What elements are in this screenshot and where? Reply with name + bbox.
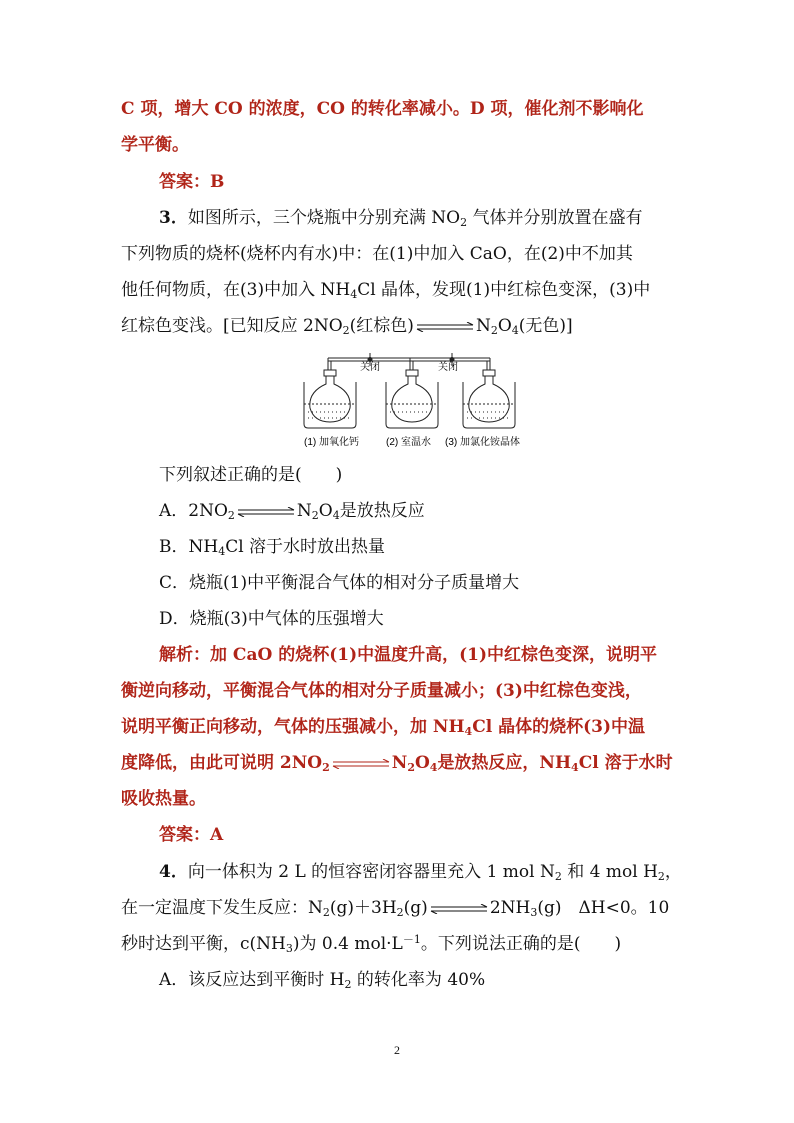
figure-caption: (3) 加氯化铵晶体: [445, 437, 520, 448]
analysis-line: 解析：加 CaO 的烧杯(1)中温度升高，(1)中红棕色变深，说明平: [159, 645, 658, 665]
beaker-1: [304, 370, 356, 428]
beaker-2: [386, 370, 438, 428]
analysis-line: 度降低，由此可说明 $2NO_2$ $N_2O_4$是放热反应，$NH_4Cl$ 溶于水时: [121, 753, 673, 774]
question-4-line: 在一定温度下发生反应：$N_2(g)+3H_2(g)$ $2NH_3(g)$ ΔH<0。10: [121, 898, 670, 919]
equilibrium-arrow-icon: [415, 322, 475, 332]
answer-line: 答案：A: [159, 825, 224, 845]
option-d: D．烧瓶(3)中气体的压强增大: [159, 609, 384, 629]
question-4-line: 4．向一体积为 2 L 的恒容密闭容器里充入 1 mol $N_2$ 和 4 mol $H_2$，: [159, 862, 682, 883]
figure-caption: (1) 加氧化钙: [304, 437, 359, 448]
option-a: A．$2NO_2$ $N_2O_4$是放热反应: [159, 501, 425, 522]
equilibrium-arrow-icon: [429, 904, 489, 914]
page-number: 2: [394, 1043, 400, 1057]
analysis-line: 说明平衡正向移动，气体的压强减小，加 $NH_4Cl$ 晶体的烧杯(3)中温: [121, 717, 646, 738]
equilibrium-arrow-icon: [331, 759, 391, 769]
answer-line: 答案：B: [159, 172, 225, 192]
option-c: C．烧瓶(1)中平衡混合气体的相对分子质量增大: [159, 573, 520, 593]
connecting-tube: [328, 358, 490, 370]
analysis-continuation-line: 学平衡。: [121, 135, 189, 155]
question-stem: 下列叙述正确的是( ): [159, 465, 343, 485]
valve-label: 关闭: [360, 362, 380, 373]
valve-label: 关闭: [438, 362, 458, 373]
analysis-line: 衡逆向移动，平衡混合气体的相对分子质量减小；(3)中红棕色变浅，: [121, 681, 642, 701]
apparatus-figure: [300, 352, 530, 452]
analysis-continuation-line: C 项，增大 CO 的浓度，CO 的转化率减小。D 项，催化剂不影响化: [121, 99, 644, 119]
option-a: A．该反应达到平衡时 $H_2$ 的转化率为 40%: [159, 970, 486, 991]
question-3-line: 他任何物质，在(3)中加入 $NH_4Cl$ 晶体，发现(1)中红棕色变深，(3)中: [121, 280, 651, 301]
question-4-line: 秒时达到平衡，$c(NH_3)$为 0.4 $mol\cdot L^{-1}$。下列说法正确的是( ): [121, 933, 622, 955]
equilibrium-arrow-icon: [236, 507, 296, 517]
figure-caption: (2) 室温水: [386, 437, 431, 448]
option-b: B．$NH_4Cl$ 溶于水时放出热量: [159, 537, 386, 558]
question-3-line: 下列物质的烧杯(烧杯内有水)中：在(1)中加入 CaO，在(2)中不加其: [121, 244, 633, 264]
analysis-line: 吸收热量。: [121, 789, 206, 809]
question-3-line: 3．如图所示，三个烧瓶中分别充满 $NO_2$ 气体并分别放置在盛有: [159, 208, 643, 229]
question-3-line: 红棕色变浅。[已知反应 $2NO_2$(红棕色) $N_2O_4$(无色)]: [121, 316, 573, 337]
beaker-3: [463, 370, 515, 428]
